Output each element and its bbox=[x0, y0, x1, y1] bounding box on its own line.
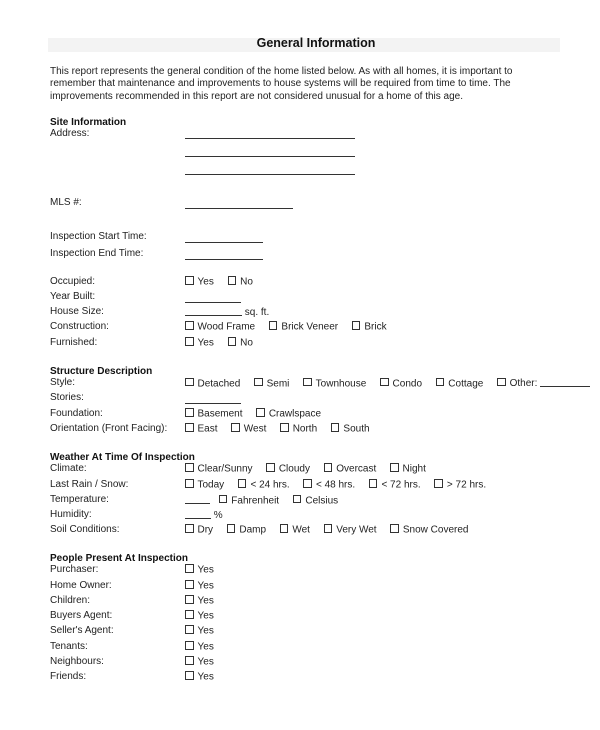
start-time-field[interactable] bbox=[185, 233, 263, 246]
temp-celsius-checkbox[interactable]: Celsius bbox=[293, 495, 338, 508]
foundation-options bbox=[185, 408, 332, 421]
friends-yes-checkbox[interactable]: Yes bbox=[185, 671, 214, 684]
stories-field[interactable] bbox=[185, 394, 241, 407]
start-time-label: Inspection Start Time: bbox=[50, 231, 147, 242]
intro-line: improvements recommended in this report are not considered unusual for a home of this age. bbox=[50, 90, 463, 102]
section-heading-structure: Structure Description bbox=[50, 366, 153, 377]
orientation-south-checkbox[interactable]: South bbox=[331, 423, 370, 436]
sq-ft-unit: sq. ft. bbox=[244, 307, 270, 318]
occupied-no-checkbox[interactable]: No bbox=[228, 276, 253, 289]
home-owner-yes-checkbox[interactable]: Yes bbox=[185, 580, 214, 593]
end-time-field[interactable] bbox=[185, 250, 263, 263]
temperature-options bbox=[185, 494, 349, 507]
temp-fahrenheit-checkbox[interactable]: Fahrenheit bbox=[219, 495, 279, 508]
occupied-options bbox=[185, 276, 264, 289]
section-heading-site: Site Information bbox=[50, 117, 127, 128]
people-label-tenants: Tenants: bbox=[50, 641, 88, 652]
climate-cloudy-checkbox[interactable]: Cloudy bbox=[266, 463, 310, 476]
end-time-label: Inspection End Time: bbox=[50, 248, 144, 259]
year-built-field[interactable] bbox=[185, 293, 241, 306]
climate-night-checkbox[interactable]: Night bbox=[390, 463, 426, 476]
intro-line: This report represents the general condition of the home listed below. As with all homes, it is important to bbox=[50, 66, 513, 77]
occupied-yes-checkbox[interactable]: Yes bbox=[185, 276, 214, 289]
style-label: Style: bbox=[50, 377, 76, 388]
temperature-label: Temperature: bbox=[50, 494, 109, 505]
page-title: General Information bbox=[256, 36, 376, 50]
people-label-children: Children: bbox=[50, 595, 91, 606]
construction-wood-frame-checkbox[interactable]: Wood Frame bbox=[185, 321, 255, 334]
buyers-agent-yes-checkbox[interactable]: Yes bbox=[185, 610, 214, 623]
people-label-sellers-agent: Seller's Agent: bbox=[50, 625, 114, 636]
style-options bbox=[185, 377, 590, 390]
sellers-agent-yes-checkbox[interactable]: Yes bbox=[185, 625, 214, 638]
mls-label: MLS #: bbox=[50, 197, 82, 208]
orientation-east-checkbox[interactable]: East bbox=[185, 423, 218, 436]
construction-brick-checkbox[interactable]: Brick bbox=[352, 321, 387, 334]
style-condo-checkbox[interactable]: Condo bbox=[380, 378, 422, 391]
humidity-field[interactable] bbox=[185, 509, 223, 522]
orientation-west-checkbox[interactable]: West bbox=[231, 423, 266, 436]
soil-damp-checkbox[interactable]: Damp bbox=[227, 524, 266, 537]
rain-today-checkbox[interactable]: Today bbox=[185, 479, 224, 492]
section-heading-weather: Weather At Time Of Inspection bbox=[50, 452, 195, 463]
temperature-field[interactable] bbox=[185, 495, 210, 506]
style-townhouse-checkbox[interactable]: Townhouse bbox=[303, 378, 366, 391]
soil-snow-covered-checkbox[interactable]: Snow Covered bbox=[390, 524, 468, 537]
foundation-crawlspace-checkbox[interactable]: Crawlspace bbox=[256, 408, 321, 421]
soil-wet-checkbox[interactable]: Wet bbox=[280, 524, 310, 537]
address-line-2[interactable] bbox=[185, 147, 355, 160]
intro-paragraph bbox=[50, 66, 555, 103]
climate-clear-sunny-checkbox[interactable]: Clear/Sunny bbox=[185, 463, 253, 476]
style-other-checkbox[interactable]: Other: bbox=[497, 378, 590, 389]
tenants-yes-checkbox[interactable]: Yes bbox=[185, 641, 214, 654]
neighbours-yes-checkbox[interactable]: Yes bbox=[185, 656, 214, 669]
rain-gt72hrs-checkbox[interactable]: > 72 hrs. bbox=[434, 479, 486, 492]
foundation-basement-checkbox[interactable]: Basement bbox=[185, 408, 243, 421]
house-size-field[interactable] bbox=[185, 306, 269, 319]
orientation-options bbox=[185, 423, 381, 436]
climate-label: Climate: bbox=[50, 463, 87, 474]
furnished-label: Furnished: bbox=[50, 337, 98, 348]
orientation-north-checkbox[interactable]: North bbox=[280, 423, 317, 436]
purchaser-yes-checkbox[interactable]: Yes bbox=[185, 564, 214, 577]
rain-24hrs-checkbox[interactable]: < 24 hrs. bbox=[238, 479, 290, 492]
percent-unit: % bbox=[213, 510, 223, 521]
soil-options bbox=[185, 524, 479, 537]
style-detached-checkbox[interactable]: Detached bbox=[185, 378, 240, 391]
people-label-home-owner: Home Owner: bbox=[50, 580, 112, 591]
people-label-friends: Friends: bbox=[50, 671, 87, 682]
rain-lt72hrs-checkbox[interactable]: < 72 hrs. bbox=[369, 479, 421, 492]
orientation-label: Orientation (Front Facing): bbox=[50, 423, 168, 434]
furnished-yes-checkbox[interactable]: Yes bbox=[185, 337, 214, 350]
children-yes-checkbox[interactable]: Yes bbox=[185, 595, 214, 608]
rain-48hrs-checkbox[interactable]: < 48 hrs. bbox=[303, 479, 355, 492]
address-label: Address: bbox=[50, 128, 90, 139]
style-semi-checkbox[interactable]: Semi bbox=[254, 378, 289, 391]
construction-brick-veneer-checkbox[interactable]: Brick Veneer bbox=[269, 321, 338, 334]
construction-options bbox=[185, 321, 398, 334]
climate-options bbox=[185, 463, 437, 476]
people-label-neighbours: Neighbours: bbox=[50, 656, 104, 667]
soil-very-wet-checkbox[interactable]: Very Wet bbox=[324, 524, 377, 537]
humidity-label: Humidity: bbox=[50, 509, 92, 520]
people-label-purchaser: Purchaser: bbox=[50, 564, 99, 575]
address-line-1[interactable] bbox=[185, 129, 355, 142]
soil-label: Soil Conditions: bbox=[50, 524, 120, 535]
occupied-label: Occupied: bbox=[50, 276, 96, 287]
last-rain-options bbox=[185, 479, 497, 492]
year-built-label: Year Built: bbox=[50, 291, 96, 302]
soil-dry-checkbox[interactable]: Dry bbox=[185, 524, 213, 537]
furnished-no-checkbox[interactable]: No bbox=[228, 337, 253, 350]
furnished-options bbox=[185, 337, 264, 350]
foundation-label: Foundation: bbox=[50, 408, 103, 419]
stories-label: Stories: bbox=[50, 392, 84, 403]
people-label-buyers-agent: Buyers Agent: bbox=[50, 610, 113, 621]
mls-field[interactable] bbox=[185, 199, 293, 212]
style-cottage-checkbox[interactable]: Cottage bbox=[436, 378, 484, 391]
intro-line: remember that maintenance and improvements to house systems will be required from time to time. The bbox=[50, 78, 511, 90]
address-line-3[interactable] bbox=[185, 165, 355, 178]
last-rain-label: Last Rain / Snow: bbox=[50, 479, 129, 490]
house-size-label: House Size: bbox=[50, 306, 104, 317]
construction-label: Construction: bbox=[50, 321, 109, 332]
section-heading-people: People Present At Inspection bbox=[50, 553, 188, 564]
climate-overcast-checkbox[interactable]: Overcast bbox=[324, 463, 377, 476]
